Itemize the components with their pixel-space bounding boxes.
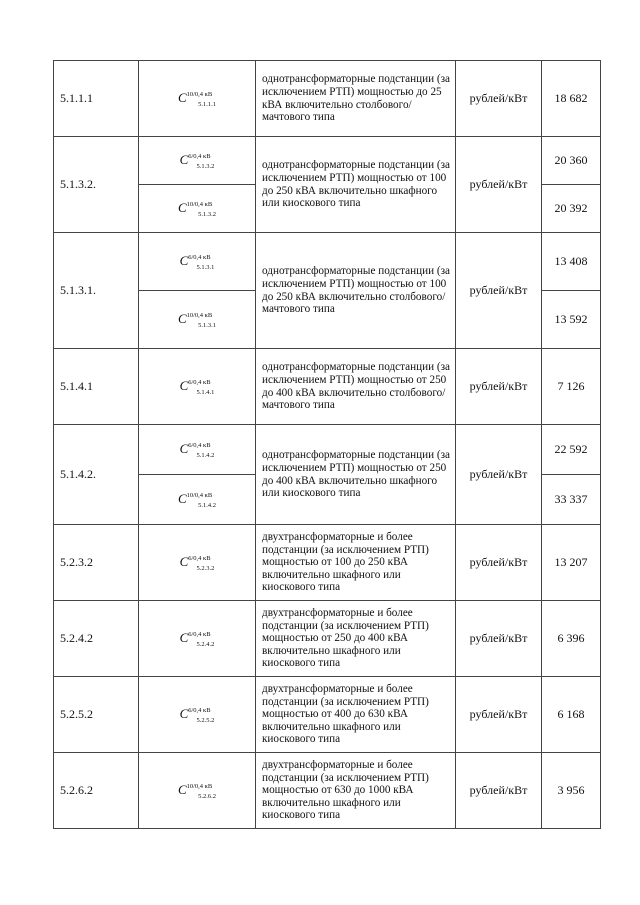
row-description: двухтрансформаторные и более подстанции (за исключением РТП) мощностью от 250 до 400 кВА включительно шкафного или киоскового типа bbox=[256, 601, 456, 677]
table-row bbox=[54, 601, 601, 677]
symbol-index: 5.1.3.2 bbox=[198, 210, 217, 218]
row-code: 5.1.3.2. bbox=[54, 137, 139, 233]
symbol-index: 5.1.4.2 bbox=[198, 501, 217, 509]
symbol-index: 5.1.1.1 bbox=[198, 100, 217, 108]
table-row bbox=[54, 677, 601, 753]
row-code: 5.1.4.1 bbox=[54, 349, 139, 425]
tariff-table-body bbox=[54, 61, 601, 829]
row-unit: рублей/кВт bbox=[456, 61, 542, 137]
table-row bbox=[54, 233, 601, 291]
row-unit: рублей/кВт bbox=[456, 425, 542, 525]
symbol-voltage: 6/0,4 кВ bbox=[188, 378, 211, 386]
row-unit: рублей/кВт bbox=[456, 525, 542, 601]
symbol-index: 5.1.3.1 bbox=[196, 263, 215, 271]
row-unit: рублей/кВт bbox=[456, 753, 542, 829]
table-row bbox=[54, 525, 601, 601]
row-value: 13 592 bbox=[542, 291, 601, 349]
row-description: однотрансформаторные подстанции (за исключением РТП) мощностью от 100 до 250 кВА включительно шкафного или киоскового типа bbox=[256, 137, 456, 233]
tariff-symbol: $C^{10/0,4 кВ}_{5.1.1.1}$ bbox=[139, 61, 256, 137]
symbol-voltage: 6/0,4 кВ bbox=[188, 706, 211, 714]
tariff-symbol: $C^{6/0,4 кВ}_{5.1.4.2}$ bbox=[139, 425, 256, 475]
symbol-index: 5.2.5.2 bbox=[196, 716, 215, 724]
symbol-index: 5.1.4.2 bbox=[196, 451, 215, 459]
row-description: двухтрансформаторные и более подстанции (за исключением РТП) мощностью от 630 до 1000 кВА включительно шкафного или киоскового типа bbox=[256, 753, 456, 829]
table-row bbox=[54, 753, 601, 829]
row-unit: рублей/кВт bbox=[456, 137, 542, 233]
symbol-index: 5.2.3.2 bbox=[196, 564, 215, 572]
row-value: 6 168 bbox=[542, 677, 601, 753]
tariff-symbol: $C^{6/0,4 кВ}_{5.1.4.1}$ bbox=[139, 349, 256, 425]
table-row bbox=[54, 61, 601, 137]
row-unit: рублей/кВт bbox=[456, 601, 542, 677]
row-code: 5.1.1.1 bbox=[54, 61, 139, 137]
tariff-symbol: $C^{10/0,4 кВ}_{5.1.4.2}$ bbox=[139, 475, 256, 525]
symbol-index: 5.2.6.2 bbox=[198, 792, 217, 800]
symbol-index: 5.1.4.1 bbox=[196, 388, 215, 396]
symbol-index: 5.1.3.2 bbox=[196, 162, 215, 170]
tariff-symbol: $C^{6/0,4 кВ}_{5.1.3.1}$ bbox=[139, 233, 256, 291]
symbol-voltage: 6/0,4 кВ bbox=[188, 630, 211, 638]
row-description: однотрансформаторные подстанции (за исключением РТП) мощностью до 25 кВА включительно столбового/мачтового типа bbox=[256, 61, 456, 137]
tariff-symbol: $C^{10/0,4 кВ}_{5.2.6.2}$ bbox=[139, 753, 256, 829]
row-description: двухтрансформаторные и более подстанции (за исключением РТП) мощностью от 100 до 250 кВА включительно шкафного или киоскового типа bbox=[256, 525, 456, 601]
row-value: 6 396 bbox=[542, 601, 601, 677]
row-value: 13 408 bbox=[542, 233, 601, 291]
tariff-symbol: $C^{6/0,4 кВ}_{5.2.3.2}$ bbox=[139, 525, 256, 601]
symbol-voltage: 10/0,4 кВ bbox=[186, 90, 213, 98]
tariff-symbol: $C^{6/0,4 кВ}_{5.1.3.2}$ bbox=[139, 137, 256, 185]
table-row bbox=[54, 137, 601, 185]
table-row bbox=[54, 349, 601, 425]
row-code: 5.2.3.2 bbox=[54, 525, 139, 601]
row-value: 18 682 bbox=[542, 61, 601, 137]
row-unit: рублей/кВт bbox=[456, 349, 542, 425]
row-code: 5.2.6.2 bbox=[54, 753, 139, 829]
table-row bbox=[54, 425, 601, 475]
symbol-voltage: 10/0,4 кВ bbox=[186, 491, 213, 499]
tariff-symbol: $C^{10/0,4 кВ}_{5.1.3.1}$ bbox=[139, 291, 256, 349]
row-unit: рублей/кВт bbox=[456, 233, 542, 349]
row-description: однотрансформаторные подстанции (за исключением РТП) мощностью от 250 до 400 кВА включительно столбового/мачтового типа bbox=[256, 349, 456, 425]
tariff-symbol: $C^{6/0,4 кВ}_{5.2.4.2}$ bbox=[139, 601, 256, 677]
row-value: 20 360 bbox=[542, 137, 601, 185]
row-value: 3 956 bbox=[542, 753, 601, 829]
tariff-symbol: $C^{10/0,4 кВ}_{5.1.3.2}$ bbox=[139, 185, 256, 233]
tariff-symbol: $C^{6/0,4 кВ}_{5.2.5.2}$ bbox=[139, 677, 256, 753]
row-value: 22 592 bbox=[542, 425, 601, 475]
symbol-voltage: 6/0,4 кВ bbox=[188, 554, 211, 562]
row-value: 20 392 bbox=[542, 185, 601, 233]
row-code: 5.2.5.2 bbox=[54, 677, 139, 753]
row-description: однотрансформаторные подстанции (за исключением РТП) мощностью от 100 до 250 кВА включительно столбового/мачтового типа bbox=[256, 233, 456, 349]
row-value: 7 126 bbox=[542, 349, 601, 425]
symbol-voltage: 10/0,4 кВ bbox=[186, 311, 213, 319]
tariff-table bbox=[53, 60, 601, 829]
row-description: двухтрансформаторные и более подстанции (за исключением РТП) мощностью от 400 до 630 кВА включительно шкафного или киоскового типа bbox=[256, 677, 456, 753]
symbol-voltage: 6/0,4 кВ bbox=[188, 152, 211, 160]
row-value: 13 207 bbox=[542, 525, 601, 601]
symbol-voltage: 10/0,4 кВ bbox=[186, 782, 213, 790]
symbol-voltage: 6/0,4 кВ bbox=[188, 441, 211, 449]
symbol-index: 5.1.3.1 bbox=[198, 321, 217, 329]
row-value: 33 337 bbox=[542, 475, 601, 525]
row-unit: рублей/кВт bbox=[456, 677, 542, 753]
symbol-voltage: 10/0,4 кВ bbox=[186, 200, 213, 208]
row-code: 5.1.3.1. bbox=[54, 233, 139, 349]
row-code: 5.1.4.2. bbox=[54, 425, 139, 525]
row-description: однотрансформаторные подстанции (за исключением РТП) мощностью от 250 до 400 кВА включительно шкафного или киоскового типа bbox=[256, 425, 456, 525]
symbol-index: 5.2.4.2 bbox=[196, 640, 215, 648]
symbol-voltage: 6/0,4 кВ bbox=[188, 253, 211, 261]
row-code: 5.2.4.2 bbox=[54, 601, 139, 677]
